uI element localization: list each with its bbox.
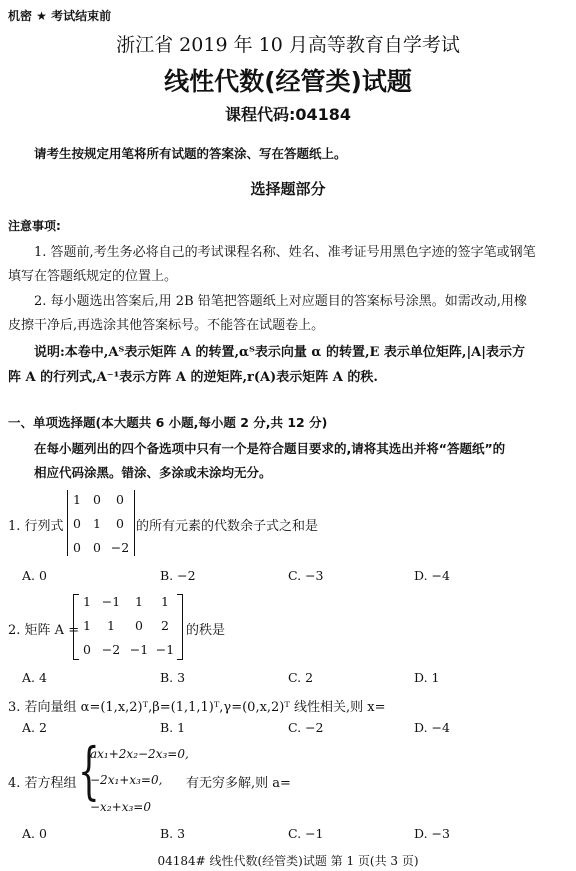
q3-text: 3. 若向量组 α=(1,x,2)ᵀ,β=(1,1,1)ᵀ,γ=(0,x,2)ᵀ 线性相关,则 x= — [8, 700, 386, 715]
q4-option-a: A. 0 — [22, 826, 47, 841]
matrix-cell: 0 — [73, 516, 81, 531]
explain-line1: 说明:本卷中,Aᵀ表示矩阵 A 的转置,αᵀ表示向量 α 的转置,E 表示单位矩阵,|A|表示方 — [34, 345, 525, 360]
page-footer: 04184# 线性代数(经管类)试题 第 1 页(共 3 页) — [157, 854, 419, 868]
q2-option-b: B. 3 — [160, 670, 186, 685]
q4-option-b: B. 3 — [160, 826, 186, 841]
note1-line2: 填写在答题纸规定的位置上。 — [8, 269, 178, 284]
q2-option-c: C. 2 — [288, 670, 314, 685]
q1-determinant — [68, 492, 134, 556]
matrix-cell: 0 — [116, 492, 124, 507]
q4-equation-1: ax₁+2x₂−2x₃=0, — [90, 747, 189, 761]
matrix-cell: 1 — [107, 618, 115, 633]
note1-line1: 1. 答题前,考生务必将自己的考试课程名称、姓名、准考证号用黑色字迹的签字笔或钢笔 — [34, 245, 536, 260]
q2-suffix: 的秩是 — [186, 623, 226, 638]
q4-option-d: D. −3 — [414, 826, 450, 841]
matrix-cell: 1 — [83, 618, 91, 633]
q1-option-b: B. −2 — [160, 568, 196, 583]
matrix-cell: 1 — [135, 594, 143, 609]
q1-suffix: 的所有元素的代数余子式之和是 — [136, 519, 319, 534]
exam-title: 浙江省 2019 年 10 月高等教育自学考试 — [116, 34, 460, 56]
q4-equation-3: −x₂+x₃=0 — [90, 800, 151, 814]
matrix-cell: 0 — [93, 492, 101, 507]
q3-option-d: D. −4 — [414, 720, 450, 735]
course-code: 课程代码:04184 — [224, 105, 352, 124]
q1-option-d: D. −4 — [414, 568, 450, 583]
q3-option-b: B. 1 — [160, 720, 186, 735]
matrix-cell: 1 — [83, 594, 91, 609]
matrix-cell: −2 — [110, 540, 130, 555]
q2-option-a: A. 4 — [22, 670, 47, 685]
q2-bracket-right — [177, 594, 183, 660]
matrix-cell: −1 — [129, 642, 149, 657]
matrix-cell: 0 — [83, 642, 91, 657]
matrix-cell: 2 — [161, 618, 169, 633]
answer-instruction: 请考生按规定用笔将所有试题的答案涂、写在答题纸上。 — [34, 146, 347, 161]
q1-det-bar-right — [134, 490, 135, 556]
q1-prefix: 1. 行列式 — [8, 519, 64, 534]
section-title: 选择题部分 — [250, 180, 326, 198]
confidential-label: 机密 ★ 考试结束前 — [8, 9, 112, 23]
q4-prefix: 4. 若方程组 — [8, 776, 77, 791]
matrix-cell: −1 — [101, 594, 121, 609]
matrix-cell: 1 — [73, 492, 81, 507]
q2-matrix — [74, 594, 180, 658]
q1-option-c: C. −3 — [288, 568, 324, 583]
matrix-cell: 0 — [73, 540, 81, 555]
matrix-cell: 0 — [116, 516, 124, 531]
note2-line1: 2. 每小题选出答案后,用 2B 铅笔把答题纸上对应题目的答案标号涂黑。如需改动,用橡 — [34, 294, 527, 309]
matrix-cell: 0 — [93, 540, 101, 555]
q3-option-a: A. 2 — [22, 720, 47, 735]
q1-option-a: A. 0 — [22, 568, 47, 583]
explain-line2: 阵 A 的行列式,A⁻¹表示方阵 A 的逆矩阵,r(A)表示矩阵 A 的秩. — [8, 370, 378, 385]
note2-line2: 皮擦干净后,再选涂其他答案标号。不能答在试题卷上。 — [8, 318, 325, 333]
q4-equation-2: −2x₁+x₃=0, — [90, 773, 163, 787]
q4-option-c: C. −1 — [288, 826, 324, 841]
matrix-cell: 1 — [161, 594, 169, 609]
q4-suffix: 有无穷多解,则 a= — [186, 776, 291, 791]
matrix-cell: 0 — [135, 618, 143, 633]
part1-heading: 一、单项选择题(本大题共 6 小题,每小题 2 分,共 12 分) — [8, 415, 328, 430]
matrix-cell: −1 — [155, 642, 175, 657]
q2-option-d: D. 1 — [414, 670, 440, 685]
q3-option-c: C. −2 — [288, 720, 324, 735]
matrix-cell: −2 — [101, 642, 121, 657]
part1-instr-line1: 在每小题列出的四个备选项中只有一个是符合题目要求的,请将其选出并将“答题纸”的 — [34, 441, 506, 456]
q2-prefix: 2. 矩阵 A = — [8, 623, 80, 638]
notes-heading: 注意事项: — [8, 219, 61, 233]
q4-brace: { — [78, 734, 100, 807]
matrix-cell: 1 — [93, 516, 101, 531]
subject-title: 线性代数(经管类)试题 — [164, 67, 412, 96]
part1-instr-line2: 相应代码涂黑。错涂、多涂或未涂均无分。 — [34, 465, 272, 480]
